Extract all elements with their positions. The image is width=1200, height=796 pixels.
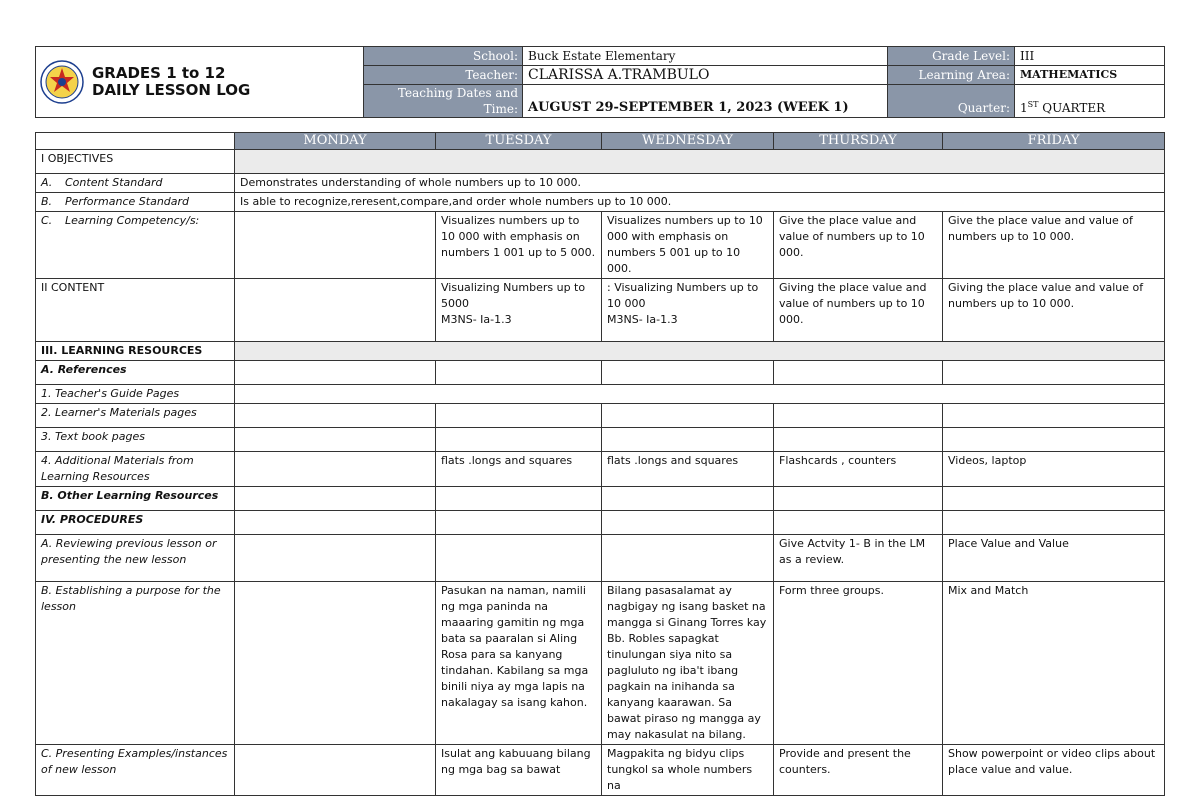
references-label: A. References — [36, 361, 235, 385]
reviewing-monday — [235, 535, 436, 582]
content-monday — [235, 279, 436, 342]
textbook-friday — [943, 428, 1165, 452]
objectives-heading: I OBJECTIVES — [36, 150, 235, 174]
quarter-value — [1015, 84, 1165, 117]
quarter-number: 1 — [1020, 101, 1028, 115]
day-friday: FRIDAY — [943, 133, 1165, 150]
content-tuesday — [436, 279, 602, 342]
quarter-word: QUARTER — [1038, 101, 1106, 115]
additional-thursday: Flashcards , counters — [774, 452, 943, 487]
dates-label-line-1: Teaching Dates and — [397, 85, 518, 100]
content-standard-value: Demonstrates understanding of whole numbers up to 10 000. — [235, 174, 1165, 193]
learners-monday — [235, 404, 436, 428]
resources-heading: III. LEARNING RESOURCES — [36, 342, 235, 361]
learners-thursday — [774, 404, 943, 428]
area-value: MATHEMATICS — [1015, 66, 1165, 84]
content-standard-letter: A. — [41, 176, 53, 189]
content-wednesday-code: M3NS- Ia-1.3 — [607, 313, 678, 326]
competency-wednesday: Visualizes numbers up to 10 000 with emphasis on numbers 5 001 up to 10 000. — [602, 212, 774, 279]
title-line-2: DAILY LESSON LOG — [92, 81, 251, 99]
dates-value: AUGUST 29-SEPTEMBER 1, 2023 (WEEK 1) — [523, 84, 888, 117]
competency-thursday: Give the place value and value of numbers up to 10 000. — [774, 212, 943, 279]
textbook-tuesday — [436, 428, 602, 452]
reviewing-thursday: Give Actvity 1- B in the LM as a review. — [774, 535, 943, 582]
procedures-friday — [943, 511, 1165, 535]
procedures-tuesday — [436, 511, 602, 535]
dates-label-line-2: Time: — [483, 101, 518, 116]
other-monday — [235, 487, 436, 511]
other-wednesday — [602, 487, 774, 511]
examples-friday: Show powerpoint or video clips about place value and value. — [943, 745, 1165, 796]
content-tuesday-code: M3NS- Ia-1.3 — [441, 313, 512, 326]
content-wednesday-topic: : Visualizing Numbers up to 10 000 — [607, 281, 759, 310]
additional-wednesday: flats .longs and squares — [602, 452, 774, 487]
textbook-label: 3. Text book pages — [36, 428, 235, 452]
corner-cell — [36, 133, 235, 150]
learners-tuesday — [436, 404, 602, 428]
quarter-superscript: ST — [1027, 100, 1039, 109]
performance-standard-label — [36, 193, 235, 212]
learning-competency-label — [36, 212, 235, 279]
other-thursday — [774, 487, 943, 511]
teachers-guide-label: 1. Teacher's Guide Pages — [36, 385, 235, 404]
purpose-tuesday: Pasukan na naman, namili ng mga paninda na maaaring gamitin ng mga bata sa paaralan si Aling Rosa para sa kanyang tindahan. Kabilang sa mga binili niya ay mga lapis na nakalagay sa isang kahon. — [436, 582, 602, 745]
textbook-wednesday — [602, 428, 774, 452]
teachers-guide-value — [235, 385, 1165, 404]
examples-tuesday: Isulat ang kabuuang bilang ng mga bag sa bawat — [436, 745, 602, 796]
examples-monday — [235, 745, 436, 796]
quarter-label: Quarter: — [888, 84, 1015, 117]
school-value: Buck Estate Elementary — [523, 47, 888, 66]
content-standard-label — [36, 174, 235, 193]
purpose-wednesday: Bilang pasasalamat ay nagbigay ng isang basket na mangga si Ginang Torres kay Bb. Robles sapagkat tinulungan siya nito sa pagluluto ng iba't ibang pagkain na inihanda sa kanyang kaarawan. Sa bawat piraso ng mangga ay may nakasulat na bilang. — [602, 582, 774, 745]
additional-monday — [235, 452, 436, 487]
performance-standard-value: Is able to recognize,reresent,compare,and order whole numbers up to 10 000. — [235, 193, 1165, 212]
logo-cell — [36, 47, 364, 118]
other-tuesday — [436, 487, 602, 511]
day-thursday: THURSDAY — [774, 133, 943, 150]
learning-competency-text: Learning Competency/s: — [65, 214, 200, 227]
learners-wednesday — [602, 404, 774, 428]
content-heading: II CONTENT — [36, 279, 235, 342]
additional-tuesday: flats .longs and squares — [436, 452, 602, 487]
procedures-heading: IV. PROCEDURES — [36, 511, 235, 535]
textbook-thursday — [774, 428, 943, 452]
purpose-monday — [235, 582, 436, 745]
references-tuesday — [436, 361, 602, 385]
day-tuesday: TUESDAY — [436, 133, 602, 150]
competency-friday: Give the place value and value of numbers up to 10 000. — [943, 212, 1165, 279]
examples-wednesday: Magpakita ng bidyu clips tungkol sa whole numbers na — [602, 745, 774, 796]
reviewing-friday: Place Value and Value — [943, 535, 1165, 582]
grade-label: Grade Level: — [888, 47, 1015, 66]
other-friday — [943, 487, 1165, 511]
learners-friday — [943, 404, 1165, 428]
title-line-1: GRADES 1 to 12 — [92, 64, 226, 82]
other-resources-label: B. Other Learning Resources — [36, 487, 235, 511]
day-wednesday: WEDNESDAY — [602, 133, 774, 150]
teacher-label: Teacher: — [364, 66, 523, 84]
dates-label — [364, 84, 523, 117]
header-table — [35, 46, 1165, 118]
references-friday — [943, 361, 1165, 385]
teacher-value: CLARISSA A.TRAMBULO — [523, 66, 888, 84]
additional-materials-label: 4. Additional Materials from Learning Resources — [36, 452, 235, 487]
content-tuesday-topic: Visualizing Numbers up to 5000 — [441, 281, 586, 310]
learning-competency-letter: C. — [41, 214, 53, 227]
examples-label: C. Presenting Examples/instances of new lesson — [36, 745, 235, 796]
deped-seal-icon — [40, 60, 84, 104]
school-label: School: — [364, 47, 523, 66]
resources-heading-fill — [235, 342, 1165, 361]
performance-standard-text: Performance Standard — [65, 195, 190, 208]
purpose-friday: Mix and Match — [943, 582, 1165, 745]
lesson-log-table — [35, 132, 1165, 796]
references-monday — [235, 361, 436, 385]
learners-materials-label: 2. Learner's Materials pages — [36, 404, 235, 428]
procedures-wednesday — [602, 511, 774, 535]
examples-thursday: Provide and present the counters. — [774, 745, 943, 796]
procedures-thursday — [774, 511, 943, 535]
content-thursday: Giving the place value and value of numbers up to 10 000. — [774, 279, 943, 342]
textbook-monday — [235, 428, 436, 452]
references-thursday — [774, 361, 943, 385]
competency-tuesday: Visualizes numbers up to 10 000 with emphasis on numbers 1 001 up to 5 000. — [436, 212, 602, 279]
content-standard-text: Content Standard — [65, 176, 163, 189]
references-wednesday — [602, 361, 774, 385]
objectives-heading-fill — [235, 150, 1165, 174]
performance-standard-letter: B. — [41, 195, 53, 208]
grade-value: III — [1015, 47, 1165, 66]
purpose-label: B. Establishing a purpose for the lesson — [36, 582, 235, 745]
reviewing-label: A. Reviewing previous lesson or presenting the new lesson — [36, 535, 235, 582]
reviewing-tuesday — [436, 535, 602, 582]
day-monday: MONDAY — [235, 133, 436, 150]
procedures-monday — [235, 511, 436, 535]
area-label: Learning Area: — [888, 66, 1015, 84]
reviewing-wednesday — [602, 535, 774, 582]
content-friday: Giving the place value and value of numbers up to 10 000. — [943, 279, 1165, 342]
additional-friday: Videos, laptop — [943, 452, 1165, 487]
competency-monday — [235, 212, 436, 279]
purpose-thursday: Form three groups. — [774, 582, 943, 745]
content-wednesday — [602, 279, 774, 342]
